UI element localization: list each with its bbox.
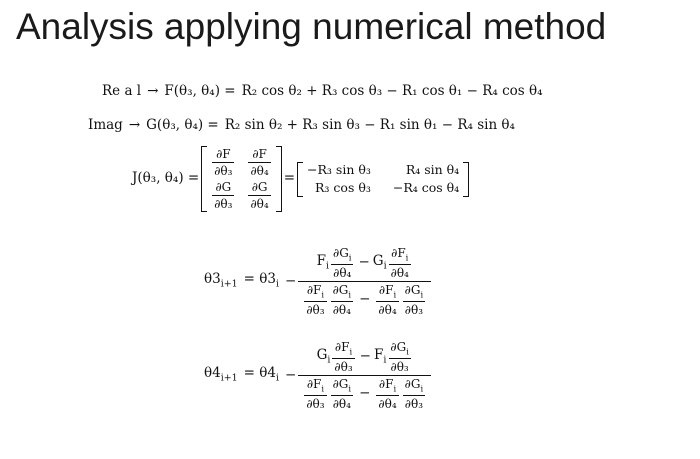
dG-dth3: $\frac{\partial G}{\text{∂θ₃}}$ — [214, 180, 233, 211]
jacobian-lhs: J(θ₃, θ₄) = — [132, 170, 200, 187]
real-part-equation — [102, 85, 543, 99]
imag-lhs: G(θ₃, θ₄) = — [146, 117, 219, 133]
theta4-denominator: $\frac{\partial F_i}{\text{∂θ₃}}$ $\frac{\partial G_i}{\text{∂θ₄}}$ − $\frac{\partial F_i}{\text{∂θ₄}}$ $\frac{\partial G_i}{\text{∂θ₃}}$ — [298, 375, 431, 410]
jacobian-r1c1: −R₃ sin θ₃ — [307, 161, 371, 177]
theta4-current: = $\theta 4_i$ — [243, 365, 280, 384]
real-arrow: → — [147, 83, 159, 99]
theta3-correction-fraction — [298, 247, 431, 316]
jacobian-partials-matrix — [201, 146, 282, 212]
theta4-next: $\theta 4_{i+1}$ — [204, 365, 238, 384]
imag-label: Imag — [88, 117, 123, 133]
dF-dth3: $\frac{\partial F}{\text{∂θ₃}}$ — [214, 147, 233, 178]
theta3-denominator: $\frac{\partial F_i}{\text{∂θ₃}}$ $\frac{\partial G_i}{\text{∂θ₄}}$ − $\frac{\partial F_i}{\text{∂θ₄}}$ $\frac{\partial G_i}{\text{∂θ₃}}$ — [298, 281, 431, 316]
theta3-current: = $\theta 3_i$ — [243, 271, 280, 290]
jacobian-r2c1: R₃ cos θ₃ — [315, 180, 371, 195]
jacobian-r1c2: R₄ sin θ₄ — [405, 161, 460, 177]
real-label: Re a l — [102, 83, 142, 99]
real-lhs: F(θ₃, θ₄) = — [164, 83, 236, 99]
dG-dth4: $\frac{\partial G}{\text{∂θ₄}}$ — [250, 180, 269, 211]
theta4-update-equation — [204, 341, 433, 410]
imag-arrow: → — [128, 117, 141, 133]
theta4-numerator: $G_i$ $\frac{\partial F_i}{\text{∂θ₃}}$ − $F_i$ $\frac{\partial G_i}{\text{∂θ₃}}$ — [316, 340, 409, 374]
theta3-update-equation — [204, 247, 433, 316]
theta4-correction-fraction — [298, 341, 431, 410]
jacobian-r2c2: −R₄ cos θ₄ — [392, 180, 460, 195]
jacobian-equation — [132, 146, 471, 212]
jacobian-equals: = — [283, 170, 296, 187]
theta4-minus: − — [285, 366, 297, 383]
theta3-minus: − — [285, 272, 297, 289]
theta3-next: $\theta 3_{i+1}$ — [204, 271, 238, 290]
dF-dth4: $\frac{\partial F}{\text{∂θ₄}}$ — [250, 147, 269, 178]
real-rhs: R₂ cos θ₂ + R₃ cos θ₃ − R₁ cos θ₁ − R₄ cos θ₄ — [241, 83, 543, 99]
imag-rhs: R₂ sin θ₂ + R₃ sin θ₃ − R₁ sin θ₁ − R₄ sin θ₄ — [224, 117, 515, 133]
slide-title: Analysis applying numerical method — [16, 6, 607, 47]
imag-part-equation — [88, 119, 515, 133]
theta3-numerator: $F_i$ $\frac{\partial G_i}{\text{∂θ₄}}$ − $G_i$ $\frac{\partial F_i}{\text{∂θ₄}}$ — [316, 246, 409, 280]
jacobian-value-matrix — [297, 162, 469, 197]
